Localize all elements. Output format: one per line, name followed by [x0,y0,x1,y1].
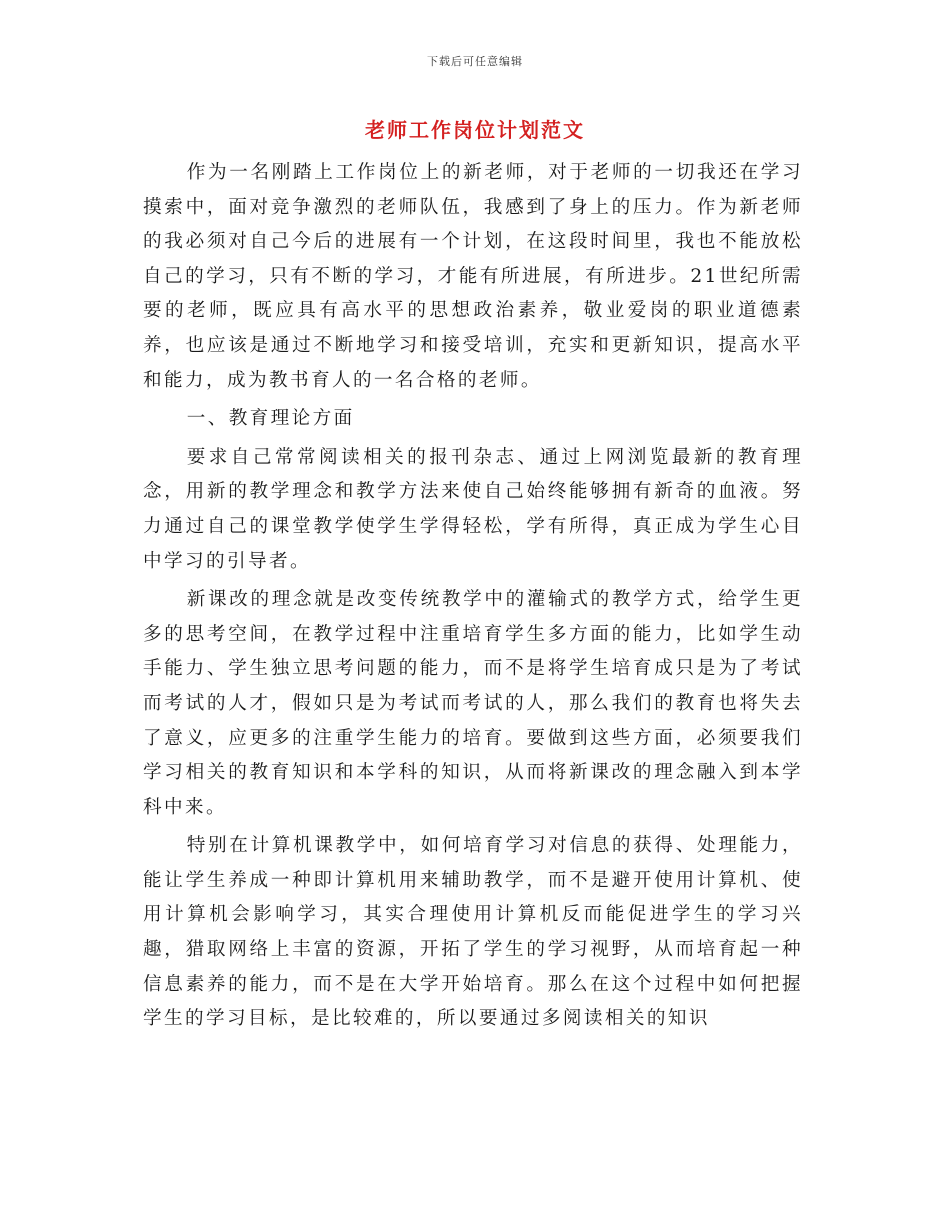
paragraph-new-curriculum: 新课改的理念就是改变传统教学中的灌输式的教学方式，给学生更多的思考空间，在教学过程中注重培育学生多方面的能力，比如学生动手能力、学生独立思考问题的能力，而不是将学生培育成只是为了考试而考试的人才，假如只是为考试而考试的人，那么我们的教育也将失去了意义，应更多的注重学生能力的培育。要做到这些方面，必须要我们学习相关的教育知识和本学科的知识，从而将新课改的理念融入到本学科中来。 [143,589,803,818]
header-note: 下载后可任意编辑 [427,55,523,68]
document-body [143,156,803,1037]
section-heading-education-theory: 一、教育理论方面 [186,408,355,430]
paragraph-reading: 要求自己常常阅读相关的报刊杂志、通过上网浏览最新的教育理念，用新的教学理念和教学方法来使自己始终能够拥有新奇的血液。努力通过自己的课堂教学使学生学得轻松，学有所得，真正成为学生心目中学习的引导者。 [143,446,803,572]
paragraph-computer-teaching: 特别在计算机课教学中，如何培育学习对信息的获得、处理能力，能让学生养成一种即计算机用来辅助教学，而不是避开使用计算机、使用计算机会影响学习，其实合理使用计算机反而能促进学生的学习兴趣，猎取网络上丰富的资源，开拓了学生的学习视野，从而培育起一种信息素养的能力，而不是在大学开始培育。那么在这个过程中如何把握学生的学习目标，是比较难的，所以要通过多阅读相关的知识 [143,835,803,1030]
paragraph-intro: 作为一名刚踏上工作岗位上的新老师，对于老师的一切我还在学习摸索中，面对竞争激烈的老师队伍，我感到了身上的压力。作为新老师的我必须对自己今后的进展有一个计划，在这段时间里，我也不能放松自己的学习，只有不断的学习，才能有所进展，有所进步。21世纪所需要的老师，既应具有高水平的思想政治素养，敬业爱岗的职业道德素养，也应该是通过不断地学习和接受培训，充实和更新知识，提高水平和能力，成为教书育人的一名合格的老师。 [143,162,803,391]
document-title: 老师工作岗位计划范文 [365,118,585,142]
